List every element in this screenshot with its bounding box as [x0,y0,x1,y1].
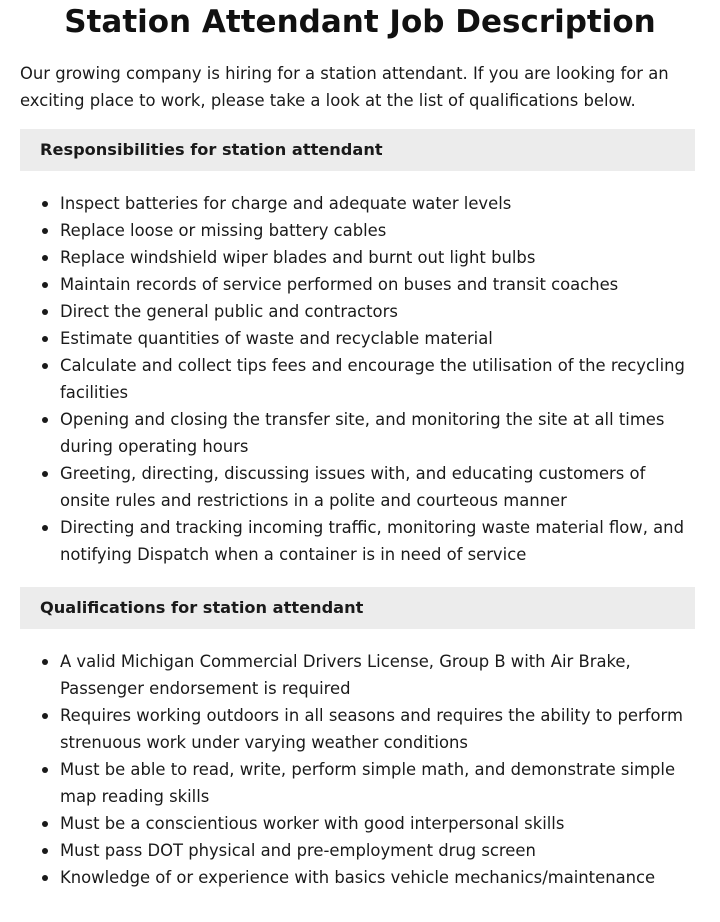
qualification-item: Knowledge of or experience with basics vehicle mechanics/maintenance [20,864,695,891]
qualification-item: Must pass DOT physical and pre-employment drug screen [20,837,695,864]
qualification-item: A valid Michigan Commercial Drivers License, Group B with Air Brake, Passenger endorsement is required [20,648,695,702]
responsibility-item: Greeting, directing, discussing issues with, and educating customers of onsite rules and restrictions in a polite and courteous manner [20,460,695,514]
intro-paragraph: Our growing company is hiring for a station attendant. If you are looking for an exciting place to work, please take a look at the list of qualifications below. [20,64,669,110]
qualification-item: Requires working outdoors in all seasons and requires the ability to perform strenuous work under varying weather conditions [20,702,695,756]
responsibilities-list [20,190,695,568]
responsibility-item: Direct the general public and contractors [20,298,695,325]
responsibility-item: Replace loose or missing battery cables [20,217,695,244]
responsibility-item: Replace windshield wiper blades and burnt out light bulbs [20,244,695,271]
qualification-item: Must be able to read, write, perform simple math, and demonstrate simple map reading skills [20,756,695,810]
responsibility-item: Estimate quantities of waste and recyclable material [20,325,695,352]
responsibility-item: Calculate and collect tips fees and encourage the utilisation of the recycling facilities [20,352,695,406]
qualifications-heading: Qualifications for station attendant [20,587,695,629]
responsibilities-heading: Responsibilities for station attendant [20,129,695,171]
qualification-item: Must be a conscientious worker with good interpersonal skills [20,810,695,837]
responsibility-item: Directing and tracking incoming traffic, monitoring waste material flow, and notifying Dispatch when a container is in need of service [20,514,695,568]
page-title: Station Attendant Job Description [64,4,656,40]
responsibility-item: Inspect batteries for charge and adequate water levels [20,190,695,217]
responsibility-item: Opening and closing the transfer site, and monitoring the site at all times during operating hours [20,406,695,460]
responsibility-item: Maintain records of service performed on buses and transit coaches [20,271,695,298]
qualifications-list [20,648,695,891]
